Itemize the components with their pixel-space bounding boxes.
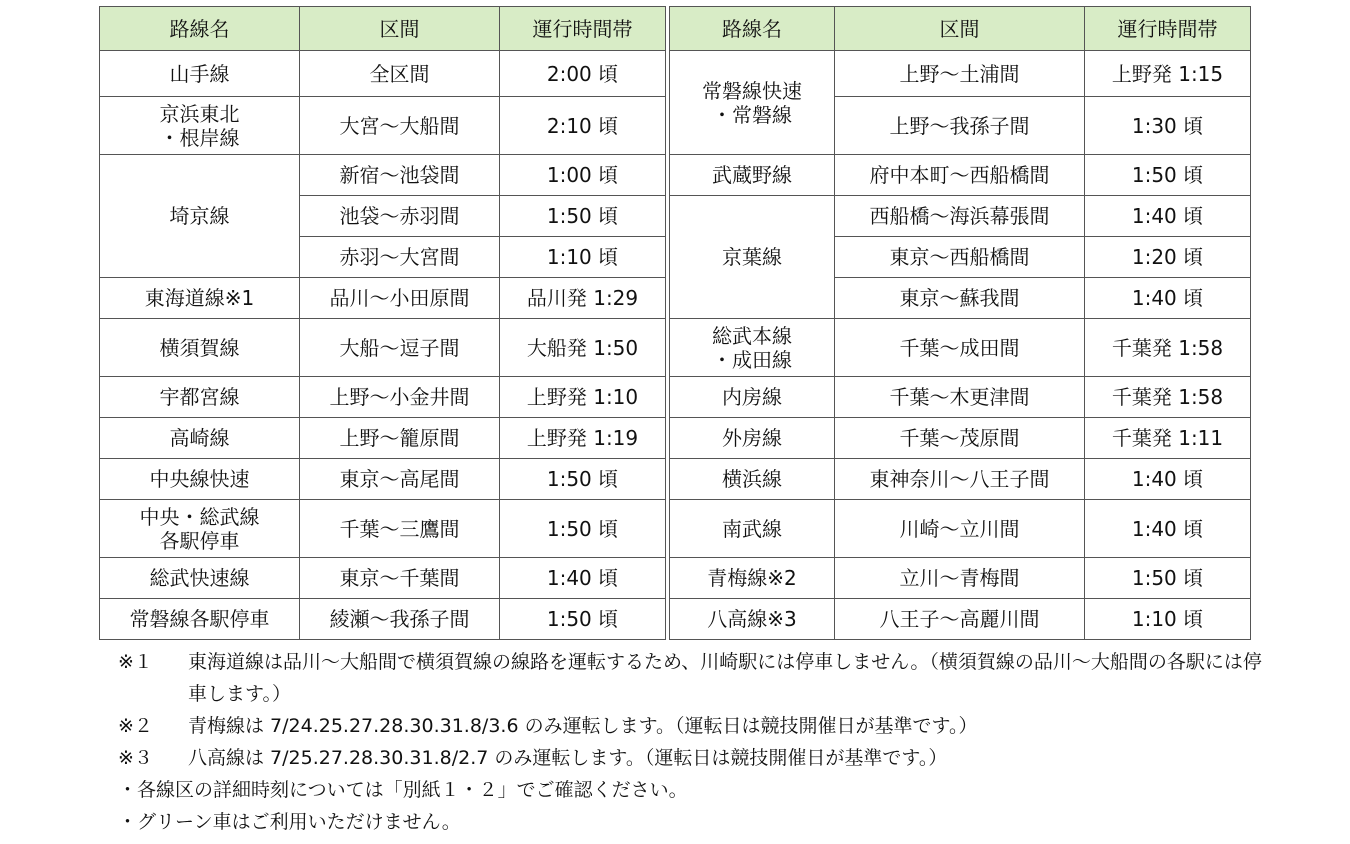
section: 西船橋～海浜幕張間	[835, 196, 1085, 237]
footnote-text: 八高線は 7/25.27.28.30.31.8/2.7 のみ運転します。（運転日は競技開催日が基準です。）	[188, 747, 948, 769]
time: 上野発 1:10	[500, 377, 666, 418]
footnote-mark: ※３	[118, 747, 153, 769]
table-row	[100, 377, 666, 418]
time: 2:00 頃	[500, 51, 666, 97]
time: 1:50 頃	[1085, 558, 1251, 599]
line-name: 高崎線	[100, 418, 300, 459]
time: 1:40 頃	[1085, 500, 1251, 558]
table-row	[100, 558, 666, 599]
table-row	[670, 418, 1251, 459]
table-row	[100, 51, 666, 97]
time: 千葉発 1:11	[1085, 418, 1251, 459]
line-name: 総武本線 ・成田線	[670, 319, 835, 377]
time: 1:10 頃	[1085, 599, 1251, 640]
time: 1:40 頃	[1085, 278, 1251, 319]
table-row	[100, 418, 666, 459]
line-name: 外房線	[670, 418, 835, 459]
section: 上野～籠原間	[300, 418, 500, 459]
footnote	[118, 646, 1268, 710]
header-time: 運行時間帯	[500, 7, 666, 51]
footnote-mark: ※２	[118, 715, 153, 737]
section: 東京～蘇我間	[835, 278, 1085, 319]
line-name: 京浜東北 ・根岸線	[100, 97, 300, 155]
header-line: 路線名	[100, 7, 300, 51]
line-name: 東海道線※1	[100, 278, 300, 319]
footnote	[118, 742, 1268, 774]
bullet-note: ・グリーン車はご利用いただけません。	[118, 811, 461, 833]
table-row	[100, 500, 666, 558]
footnotes	[118, 646, 1268, 838]
header-time: 運行時間帯	[1085, 7, 1251, 51]
schedule-tables	[99, 6, 1251, 640]
footnote-text: 青梅線は 7/24.25.27.28.30.31.8/3.6 のみ運転します。（運転日は競技開催日が基準です。）	[188, 715, 978, 737]
time: 1:50 頃	[1085, 155, 1251, 196]
line-name: 横須賀線	[100, 319, 300, 377]
line-name: 総武快速線	[100, 558, 300, 599]
table-row	[670, 459, 1251, 500]
section: 千葉～成田間	[835, 319, 1085, 377]
footnote-mark: ※１	[118, 651, 153, 673]
section: 千葉～木更津間	[835, 377, 1085, 418]
header-section: 区間	[835, 7, 1085, 51]
section: 東神奈川～八王子間	[835, 459, 1085, 500]
header-line: 路線名	[670, 7, 835, 51]
section: 上野～我孫子間	[835, 97, 1085, 155]
section: 川崎～立川間	[835, 500, 1085, 558]
table-row	[670, 558, 1251, 599]
section: 赤羽～大宮間	[300, 237, 500, 278]
time: 1:40 頃	[1085, 459, 1251, 500]
line-name: 宇都宮線	[100, 377, 300, 418]
section: 府中本町～西船橋間	[835, 155, 1085, 196]
time: 千葉発 1:58	[1085, 319, 1251, 377]
footnote-text: 東海道線は品川～大船間で横須賀線の線路を運転するため、川崎駅には停車しません。（横須賀線の品川～大船間の各駅には停車します。）	[188, 651, 1262, 705]
table-row	[670, 319, 1251, 377]
line-name: 横浜線	[670, 459, 835, 500]
table-row	[670, 377, 1251, 418]
line-name: 常磐線各駅停車	[100, 599, 300, 640]
section: 綾瀬～我孫子間	[300, 599, 500, 640]
section: 大宮～大船間	[300, 97, 500, 155]
time: 1:50 頃	[500, 599, 666, 640]
time: 1:00 頃	[500, 155, 666, 196]
table-row	[670, 155, 1251, 196]
time: 千葉発 1:58	[1085, 377, 1251, 418]
section: 東京～西船橋間	[835, 237, 1085, 278]
line-name: 常磐線快速 ・常磐線	[670, 51, 835, 155]
time: 2:10 頃	[500, 97, 666, 155]
line-name: 埼京線	[100, 155, 300, 278]
bullet-note: ・各線区の詳細時刻については「別紙１・２」でご確認ください。	[118, 779, 688, 801]
section: 品川～小田原間	[300, 278, 500, 319]
time: 1:10 頃	[500, 237, 666, 278]
right-table	[669, 6, 1251, 640]
line-name: 中央線快速	[100, 459, 300, 500]
time: 1:50 頃	[500, 196, 666, 237]
time: 1:40 頃	[1085, 196, 1251, 237]
time: 1:50 頃	[500, 459, 666, 500]
table-row	[100, 278, 666, 319]
line-name: 八高線※3	[670, 599, 835, 640]
time: 1:30 頃	[1085, 97, 1251, 155]
time: 品川発 1:29	[500, 278, 666, 319]
line-name: 内房線	[670, 377, 835, 418]
time: 1:20 頃	[1085, 237, 1251, 278]
table-row	[100, 599, 666, 640]
line-name: 青梅線※2	[670, 558, 835, 599]
table-row	[670, 500, 1251, 558]
table-row	[670, 196, 1251, 237]
section: 上野～小金井間	[300, 377, 500, 418]
section: 千葉～三鷹間	[300, 500, 500, 558]
table-row	[670, 599, 1251, 640]
time: 大船発 1:50	[500, 319, 666, 377]
line-name: 山手線	[100, 51, 300, 97]
section: 新宿～池袋間	[300, 155, 500, 196]
line-name: 中央・総武線 各駅停車	[100, 500, 300, 558]
header-section: 区間	[300, 7, 500, 51]
line-name: 京葉線	[670, 196, 835, 319]
line-name: 武蔵野線	[670, 155, 835, 196]
line-name: 南武線	[670, 500, 835, 558]
section: 東京～高尾間	[300, 459, 500, 500]
time: 1:50 頃	[500, 500, 666, 558]
section: 千葉～茂原間	[835, 418, 1085, 459]
section: 池袋～赤羽間	[300, 196, 500, 237]
table-row	[100, 155, 666, 196]
section: 東京～千葉間	[300, 558, 500, 599]
table-row	[100, 97, 666, 155]
time: 1:40 頃	[500, 558, 666, 599]
time: 上野発 1:15	[1085, 51, 1251, 97]
section: 八王子～高麗川間	[835, 599, 1085, 640]
left-table	[99, 6, 666, 640]
section: 全区間	[300, 51, 500, 97]
footnote	[118, 710, 1268, 742]
table-row	[670, 51, 1251, 97]
table-row	[100, 459, 666, 500]
section: 上野～土浦間	[835, 51, 1085, 97]
time: 上野発 1:19	[500, 418, 666, 459]
section: 大船～逗子間	[300, 319, 500, 377]
table-row	[100, 319, 666, 377]
section: 立川～青梅間	[835, 558, 1085, 599]
